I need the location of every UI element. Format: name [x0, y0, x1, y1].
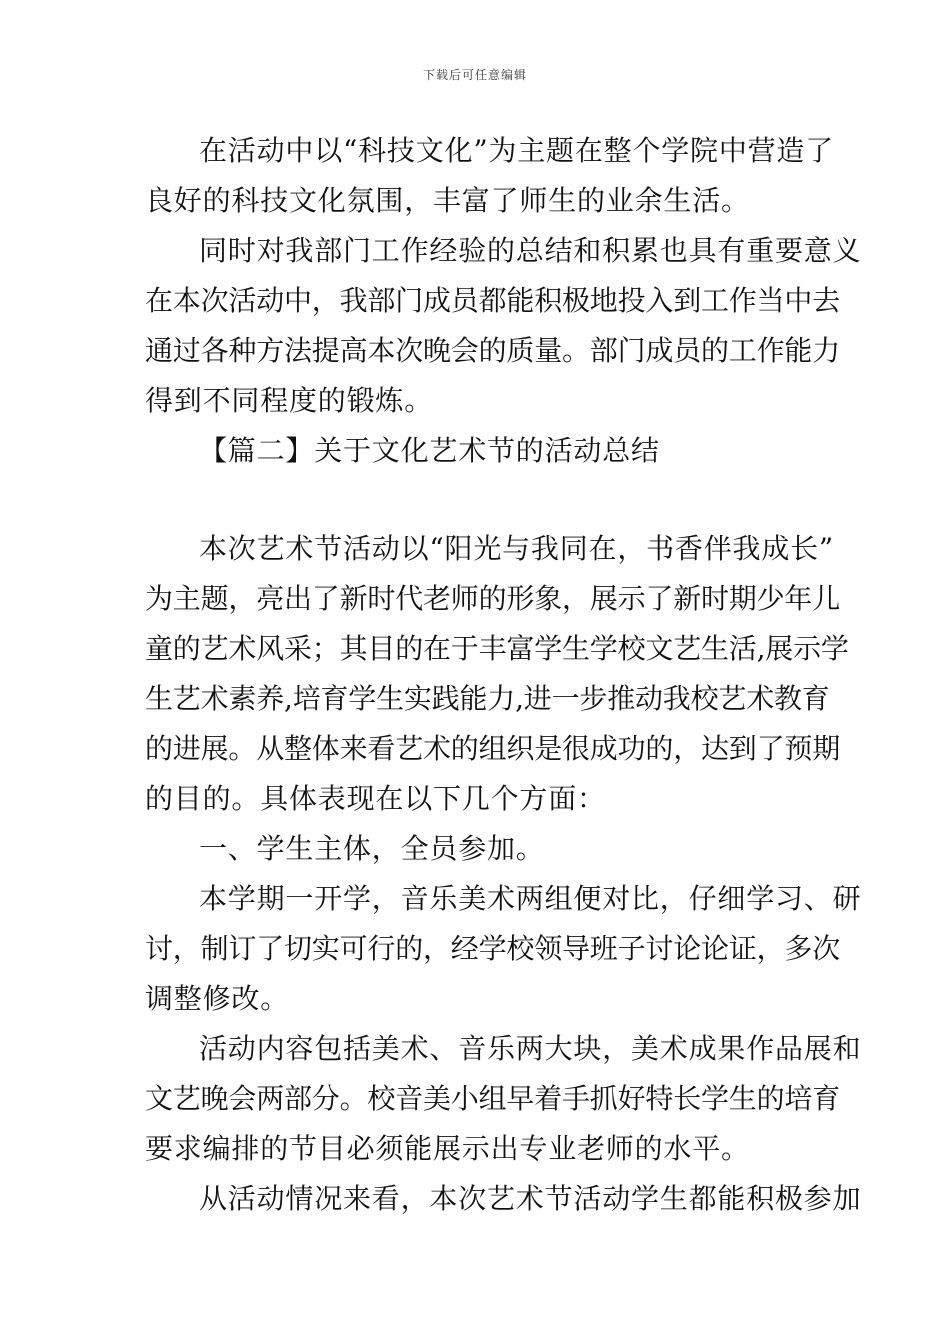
body-line: 同时对我部门工作经验的总结和积累也具有重要意义	[199, 234, 862, 267]
body-line: 童的艺术风采；其目的在于丰富学生学校文艺生活,展示学	[145, 632, 849, 665]
body-line: 要求编排的节目必须能展示出专业老师的水平。	[145, 1132, 750, 1165]
body-line: 的进展。从整体来看艺术的组织是很成功的，达到了预期	[145, 732, 841, 765]
body-line: 从活动情况来看，本次艺术节活动学生都能积极参加	[199, 1182, 862, 1215]
body-line: 活动内容包括美术、音乐两大块，美术成果作品展和	[199, 1032, 862, 1065]
body-line: 的目的。具体表现在以下几个方面：	[145, 782, 606, 815]
body-line: 调整修改。	[145, 982, 290, 1015]
blank-gap	[145, 476, 807, 524]
header-note: 下载后可任意编辑	[422, 68, 527, 82]
body-line: 在本次活动中，我部门成员都能积极地投入到工作当中去	[145, 284, 841, 317]
body-line: 文艺晚会两部分。校音美小组早着手抓好特长学生的培育	[145, 1082, 841, 1115]
list-heading: 一、学生主体，全员参加。	[199, 832, 545, 865]
body-line: 良好的科技文化氛围，丰富了师生的业余生活。	[145, 184, 750, 217]
body-line: 为主题，亮出了新时代老师的形象，展示了新时期少年儿	[145, 582, 841, 615]
body-line: 在活动中以“科技文化”为主题在整个学院中营造了	[199, 134, 835, 167]
body-line: 讨，制订了切实可行的，经学校领导班子讨论论证，多次	[145, 932, 841, 965]
body-line: 得到不同程度的锻炼。	[145, 384, 434, 417]
body-line: 生艺术素养,培育学生实践能力,进一步推动我校艺术教育	[145, 682, 830, 715]
body-line: 本次艺术节活动以“阳光与我同在，书香伴我成长”	[199, 532, 835, 565]
body-line: 本学期一开学，音乐美术两组便对比，仔细学习、研	[199, 882, 862, 915]
body-line: 通过各种方法提高本次晚会的质量。部门成员的工作能力	[145, 334, 841, 367]
document-body	[145, 126, 862, 1224]
section-heading: 【篇二】关于文化艺术节的活动总结	[199, 434, 660, 467]
